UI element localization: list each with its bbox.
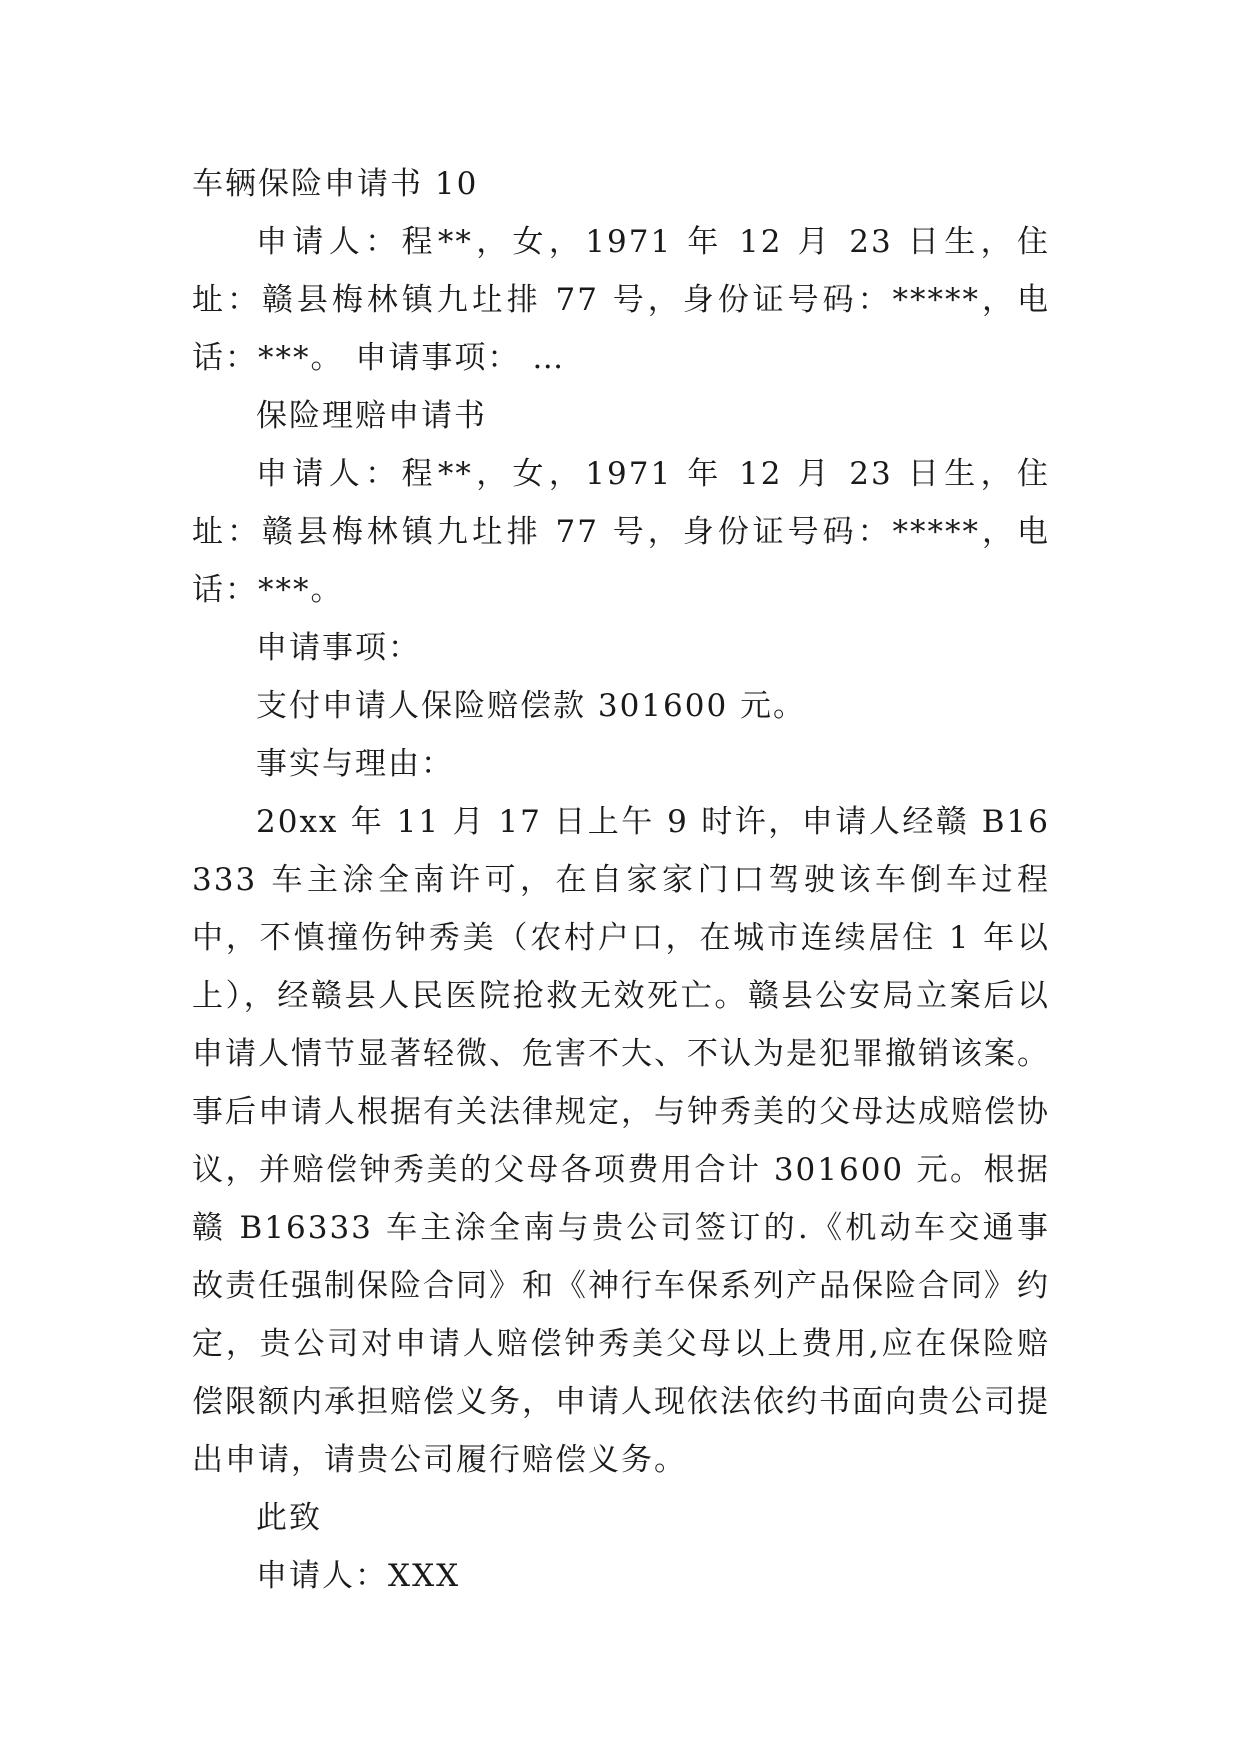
paragraph-applicant-summary: 申请人：程**，女，1971 年 12 月 23 日生，住址：赣县梅林镇九圵排 77 号，身份证号码：*****，电话：***。 申请事项： … bbox=[192, 224, 1050, 376]
document-body bbox=[192, 155, 1050, 1605]
paragraph-signature: 申请人：XXX bbox=[256, 1558, 461, 1594]
paragraph-facts: 20xx 年 11 月 17 日上午 9 时许，申请人经赣 B16333 车主涂全南许可，在自家家门口驾驶该车倒车过程中，不慎撞伤钟秀美（农村户口，在城市连续居住 1 年以上），经赣县人民医院抢救无效死亡。赣县公安局立案后以申请人情节显著轻微、危害不大、不认为是犯罪撤销该案。事后申请人根据有关法律规定，与钟秀美的父母达成赔偿协议，并赔偿钟秀美的父母各项费用合计 301600 元。根据赣 B16333 车主涂全南与贵公司签订的.《机动车交通事故责任强制保险合同》和《神行车保系列产品保险合同》约定，贵公司对申请人赔偿钟秀美父母以上费用,应在保险赔偿限额内承担赔偿义务，申请人现依法依约书面向贵公司提出申请，请贵公司履行赔偿义务。 bbox=[192, 804, 1050, 1478]
paragraph-request-label: 申请事项： bbox=[256, 630, 421, 666]
paragraph-facts-label: 事实与理由： bbox=[256, 746, 454, 782]
paragraph-request: 支付申请人保险赔偿款 301600 元。 bbox=[256, 688, 807, 724]
paragraph-closing: 此致 bbox=[256, 1500, 322, 1536]
document-title: 车辆保险申请书 10 bbox=[192, 166, 479, 202]
paragraph-applicant: 申请人：程**，女，1971 年 12 月 23 日生，住址：赣县梅林镇九圵排 77 号，身份证号码：*****，电话：***。 bbox=[192, 456, 1050, 608]
paragraph-heading: 保险理赔申请书 bbox=[256, 398, 487, 434]
